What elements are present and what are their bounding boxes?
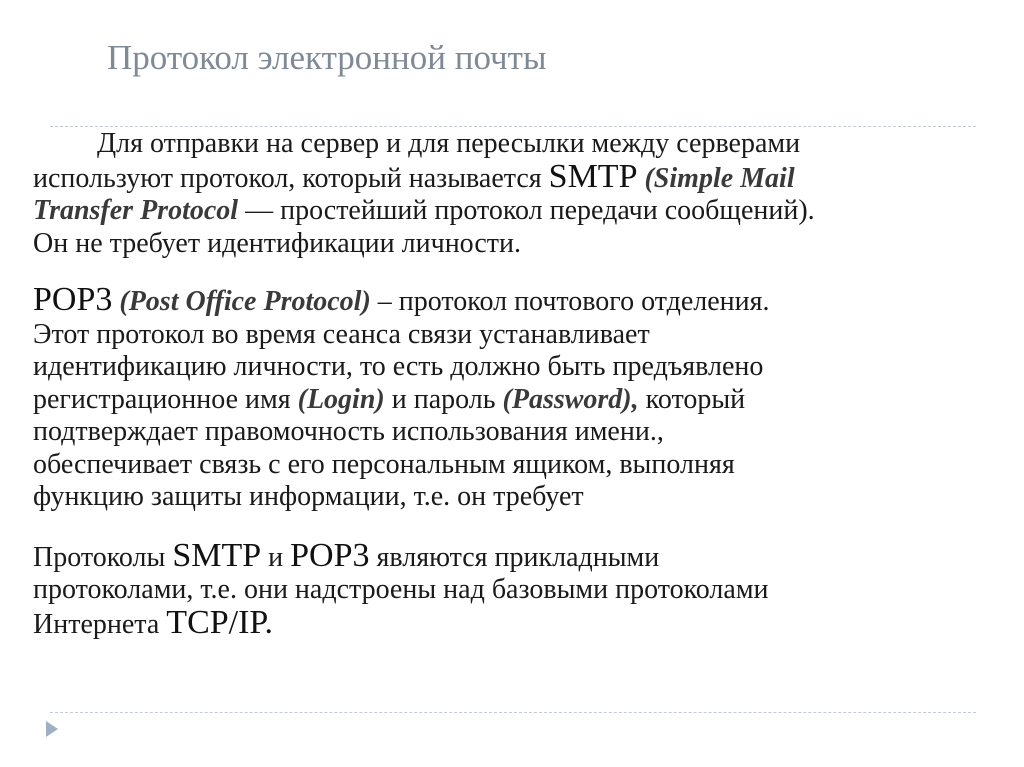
pop3-term: POP3: [290, 536, 370, 574]
smtp-term: SMTP: [548, 157, 638, 195]
top-divider: [50, 126, 976, 127]
pop3-term: POP3: [33, 281, 113, 318]
text-run: являются прикладными: [369, 541, 660, 573]
text-line: [33, 384, 993, 417]
text-line: [33, 157, 993, 196]
text-line: [33, 481, 993, 514]
text-line: [33, 536, 993, 575]
play-arrow-icon[interactable]: [46, 721, 58, 737]
login-term: (Login): [297, 383, 385, 415]
text-line: [33, 128, 993, 161]
text-run: используют протокол, который называется: [33, 162, 549, 194]
term-expansion: Transfer Protocol: [33, 195, 239, 226]
text-run: функцию защиты информации, т.е. он требует: [33, 481, 584, 512]
text-run: который: [638, 383, 746, 415]
text-run: Этот протокол во время сеанса связи устанавливает: [33, 318, 650, 350]
text-line: [33, 195, 993, 228]
bottom-divider: [50, 712, 976, 713]
slide-body: [33, 128, 993, 641]
text-run: регистрационное имя: [33, 383, 298, 415]
tcpip-term: TCP/IP.: [166, 603, 274, 641]
text-run: и пароль: [384, 383, 503, 415]
slide-title: Протокол электронной почты: [107, 38, 547, 77]
text-line: [33, 449, 993, 482]
text-line: [33, 416, 993, 449]
smtp-term: SMTP: [172, 536, 262, 574]
text-run: Протоколы: [33, 541, 173, 573]
text-line: [33, 319, 993, 352]
text-line: [33, 603, 993, 642]
text-run: Для отправки на сервер и для пересылки между серверами: [97, 128, 801, 159]
text-run: подтверждает правомочность использования имени.,: [33, 416, 664, 447]
text-run: — простейший протокол передачи сообщений).: [238, 195, 815, 226]
term-expansion: (Post Office Protocol): [112, 286, 371, 317]
text-line: [33, 281, 993, 319]
text-run: Интернета: [33, 608, 167, 640]
text-run: идентификацию личности, то есть должно быть предъявлено: [33, 351, 764, 382]
text-run: и: [261, 541, 291, 573]
text-line: [33, 574, 993, 607]
text-run: обеспечивает связь с его персональным ящиком, выполняя: [33, 448, 735, 480]
password-term: (Password),: [502, 383, 639, 415]
text-line: [33, 228, 993, 261]
text-run: .: [514, 227, 522, 259]
text-run: – протокол почтового отделения.: [370, 286, 770, 317]
text-run: Он не требует идентификации личности: [33, 227, 515, 259]
term-expansion: (Simple Mail: [637, 162, 795, 194]
text-run: протоколами, т.е. они надстроены над базовыми протоколами: [33, 574, 769, 605]
text-line: [33, 351, 993, 384]
